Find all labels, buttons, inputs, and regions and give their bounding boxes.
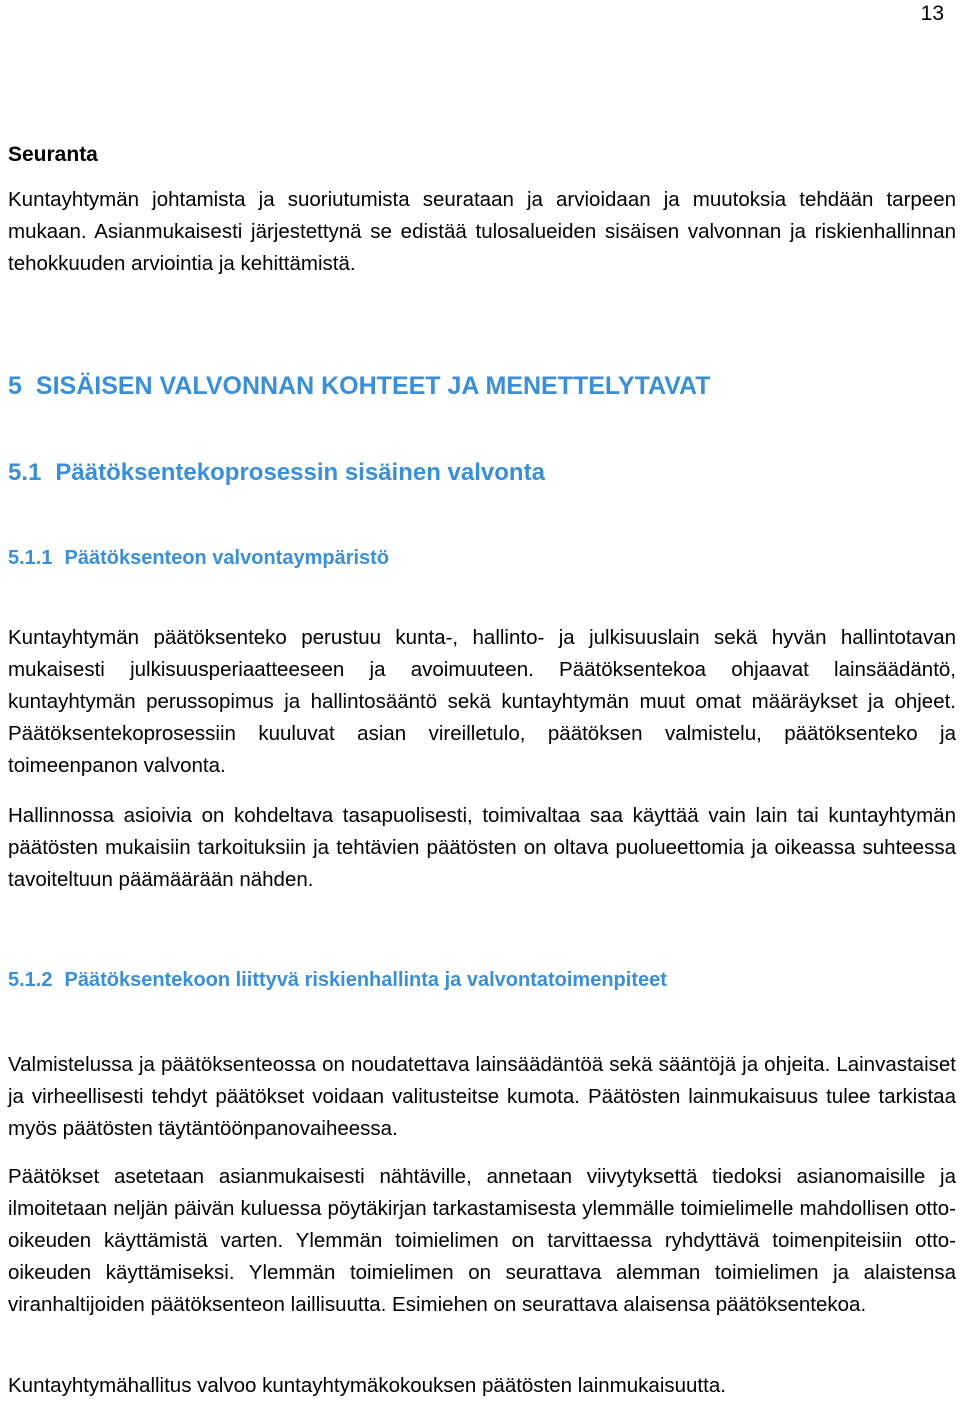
chapter-heading	[8, 371, 956, 401]
chapter-number: 5	[8, 372, 22, 400]
subsection-heading-5-1-1	[8, 546, 956, 570]
subsection-5-1-1-para-2	[8, 800, 956, 896]
section-seuranta	[8, 143, 956, 167]
chapter-title: SISÄISEN VALVONNAN KOHTEET JA MENETTELYTAVAT	[35, 372, 711, 400]
section-heading-5-1	[8, 459, 956, 487]
paragraph: Kuntayhtymän johtamista ja suoriutumista seurataan ja arvioidaan ja muutoksia tehdään tarpeen mukaan. Asianmukaisesti järjestettynä se edistää tulosalueiden sisäisen valvonnan ja riskienhallinnan tehokkuuden arviointia ja kehittämistä.	[8, 188, 956, 275]
subsection-5-1-2-para-3	[8, 1370, 956, 1402]
subsection-number: 5.1.1	[8, 547, 53, 569]
paragraph: Päätökset asetetaan asianmukaisesti nähtäville, annetaan viivytyksettä tiedoksi asianomaisille ja ilmoitetaan neljän päivän kuluessa pöytäkirjan tarkastamisesta ylemmälle toimielimelle mahdollisen otto-oikeuden käyttämistä varten. Ylemmän toimielimen on tarvittaessa ryhdyttävä toimenpiteisiin otto-oikeuden käyttämiseksi. Ylemmän toimielimen on seurattava alemman toimielimen ja alaistensa viranhaltijoiden päätöksenteon laillisuutta. Esimiehen on seurattava alaisensa päätöksentekoa.	[8, 1165, 956, 1316]
section-seuranta-body	[8, 184, 956, 280]
section-title: Päätöksentekoprosessin sisäinen valvonta	[55, 459, 545, 486]
subsection-5-1-2-para-1	[8, 1049, 956, 1145]
page-number: 13	[920, 2, 944, 25]
subsection-5-1-1-para-1	[8, 622, 956, 782]
paragraph: Valmistelussa ja päätöksenteossa on noudatettava lainsäädäntöä sekä sääntöjä ja ohjeita. Lainvastaiset ja virheellisesti tehdyt päätökset voidaan valitusteitse kumota. Päätösten lainmukaisuus tulee tarkistaa myös päätösten täytäntöönpanovaiheessa.	[8, 1053, 956, 1140]
section-number: 5.1	[8, 459, 42, 486]
subsection-heading-5-1-2	[8, 968, 956, 992]
section-heading: Seuranta	[8, 143, 98, 166]
subsection-title: Päätöksenteon valvontaympäristö	[64, 547, 390, 569]
subsection-5-1-2-para-2	[8, 1161, 956, 1321]
paragraph: Hallinnossa asioivia on kohdeltava tasapuolisesti, toimivaltaa saa käyttää vain lain tai kuntayhtymän päätösten mukaisiin tarkoituksiin ja tehtävien päätösten on oltava puolueettomia ja oikeassa suhteessa tavoiteltuun päämäärään nähden.	[8, 804, 956, 891]
paragraph: Kuntayhtymähallitus valvoo kuntayhtymäkokouksen päätösten lainmukaisuutta.	[8, 1374, 726, 1397]
subsection-number: 5.1.2	[8, 969, 53, 991]
subsection-title: Päätöksentekoon liittyvä riskienhallinta ja valvontatoimenpiteet	[64, 969, 667, 991]
paragraph: Kuntayhtymän päätöksenteko perustuu kunta-, hallinto- ja julkisuuslain sekä hyvän hallintotavan mukaisesti julkisuusperiaatteeseen ja avoimuuteen. Päätöksentekoa ohjaavat lainsäädäntö, kuntayhtymän perussopimus ja hallintosääntö sekä kuntayhtymän muut omat määräykset ja ohjeet. Päätöksentekoprosessiin kuuluvat asian vireilletulo, päätöksen valmistelu, päätöksenteko ja toimeenpanon valvonta.	[8, 626, 956, 777]
